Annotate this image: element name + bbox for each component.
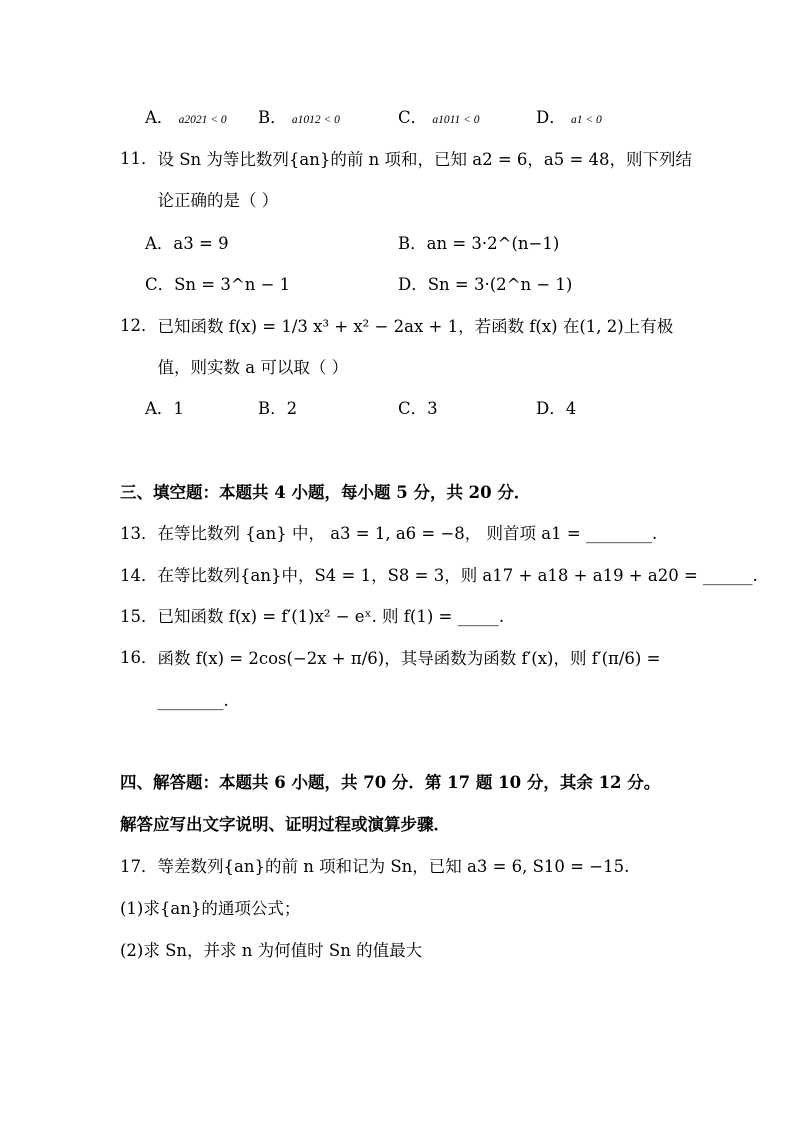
q16-text: 函数 f(x) = 2cos(−2x + π/6)，其导函数为函数 f′(x)，则 f′(π/6) = ________. <box>157 649 661 710</box>
q12-stem <box>120 314 693 388</box>
q13 <box>120 522 657 546</box>
section4-heading: 四、解答题：本题共 6 小题，共 70 分．第 17 题 10 分，其余 12 分。 <box>120 773 661 792</box>
q11-option-a: A．a3 = 9 <box>145 234 229 253</box>
q11-option-d: D．Sn = 3·(2^n − 1) <box>398 275 573 294</box>
q14-number: 14． <box>120 566 158 585</box>
q17-part2: (2)求 Sn，并求 n 为何值时 Sn 的值最大 <box>120 941 423 960</box>
section4-subheading: 解答应写出文字说明、证明过程或演算步骤． <box>120 815 450 834</box>
q14-text: 在等比数列{an}中，S4 = 1，S8 = 3，则 a17 + a18 + a19 + a20 = ______. <box>157 566 758 585</box>
q10-option-a-expr: a2021 < 0 <box>178 114 227 126</box>
q10-option-a: A． a2021 < 0 <box>145 108 227 127</box>
q10-option-c-expr: a1011 < 0 <box>432 114 480 126</box>
q12-number: 12． <box>120 316 158 335</box>
q11-option-b: B．an = 3·2^(n−1) <box>398 234 560 253</box>
q17-stem <box>120 855 629 879</box>
q10-option-c: C． a1011 < 0 <box>398 108 480 127</box>
q15 <box>120 605 504 629</box>
q12-text: 已知函数 f(x) = 1/3 x³ + x² − 2ax + 1，若函数 f(x) 在(1, 2)上有极值，则实数 a 可以取（ ） <box>157 317 674 377</box>
q10-option-b: B． a1012 < 0 <box>258 108 340 127</box>
q11-text: 设 Sn 为等比数列{an}的前 n 项和，已知 a2 = 6，a5 = 48，则下列结论正确的是（ ） <box>157 150 693 210</box>
section3-heading: 三、填空题：本题共 4 小题，每小题 5 分，共 20 分． <box>120 483 531 502</box>
q17-number: 17． <box>120 857 158 876</box>
q12-option-d: D．4 <box>536 399 577 418</box>
q11-number: 11． <box>120 149 158 168</box>
q12-option-b: B．2 <box>258 399 298 418</box>
q11-option-c: C．Sn = 3^n − 1 <box>145 275 291 294</box>
q14 <box>120 564 758 588</box>
q13-text: 在等比数列 {an} 中， a3 = 1, a6 = −8， 则首项 a1 = ________. <box>157 524 658 543</box>
q13-number: 13． <box>120 524 158 543</box>
q16 <box>120 646 678 722</box>
q12-option-a: A．1 <box>145 399 184 418</box>
q15-number: 15． <box>120 607 158 626</box>
q11-stem <box>120 147 693 221</box>
q17-text: 等差数列{an}的前 n 项和记为 Sn，已知 a3 = 6, S10 = −15. <box>157 857 630 876</box>
q10-option-d: D． a1 < 0 <box>536 108 602 127</box>
q16-number: 16． <box>120 648 158 667</box>
q10-option-b-expr: a1012 < 0 <box>291 114 340 126</box>
q17-part1: (1)求{an}的通项公式； <box>120 899 301 918</box>
q15-text: 已知函数 f(x) = f′(1)x² − eˣ. 则 f(1) = _____. <box>157 607 505 626</box>
q12-option-c: C．3 <box>398 399 438 418</box>
q10-option-d-expr: a1 < 0 <box>570 114 602 126</box>
